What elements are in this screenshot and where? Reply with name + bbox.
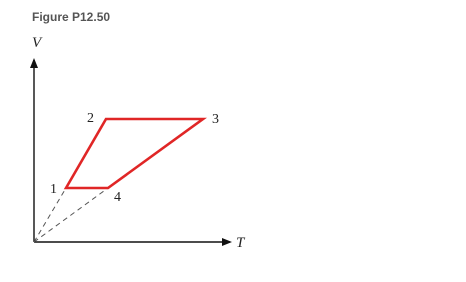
thermodynamic-cycle — [66, 119, 203, 188]
point-label-4: 4 — [114, 190, 121, 205]
y-axis-label: V — [32, 35, 42, 51]
figure-caption: Figure P12.50 — [32, 10, 111, 24]
point-label-2: 2 — [87, 111, 94, 126]
x-axis-label: T — [236, 235, 245, 251]
point-label-3: 3 — [212, 112, 219, 127]
point-label-1: 1 — [50, 182, 57, 197]
dashed-line-origin-to-4 — [34, 188, 108, 242]
